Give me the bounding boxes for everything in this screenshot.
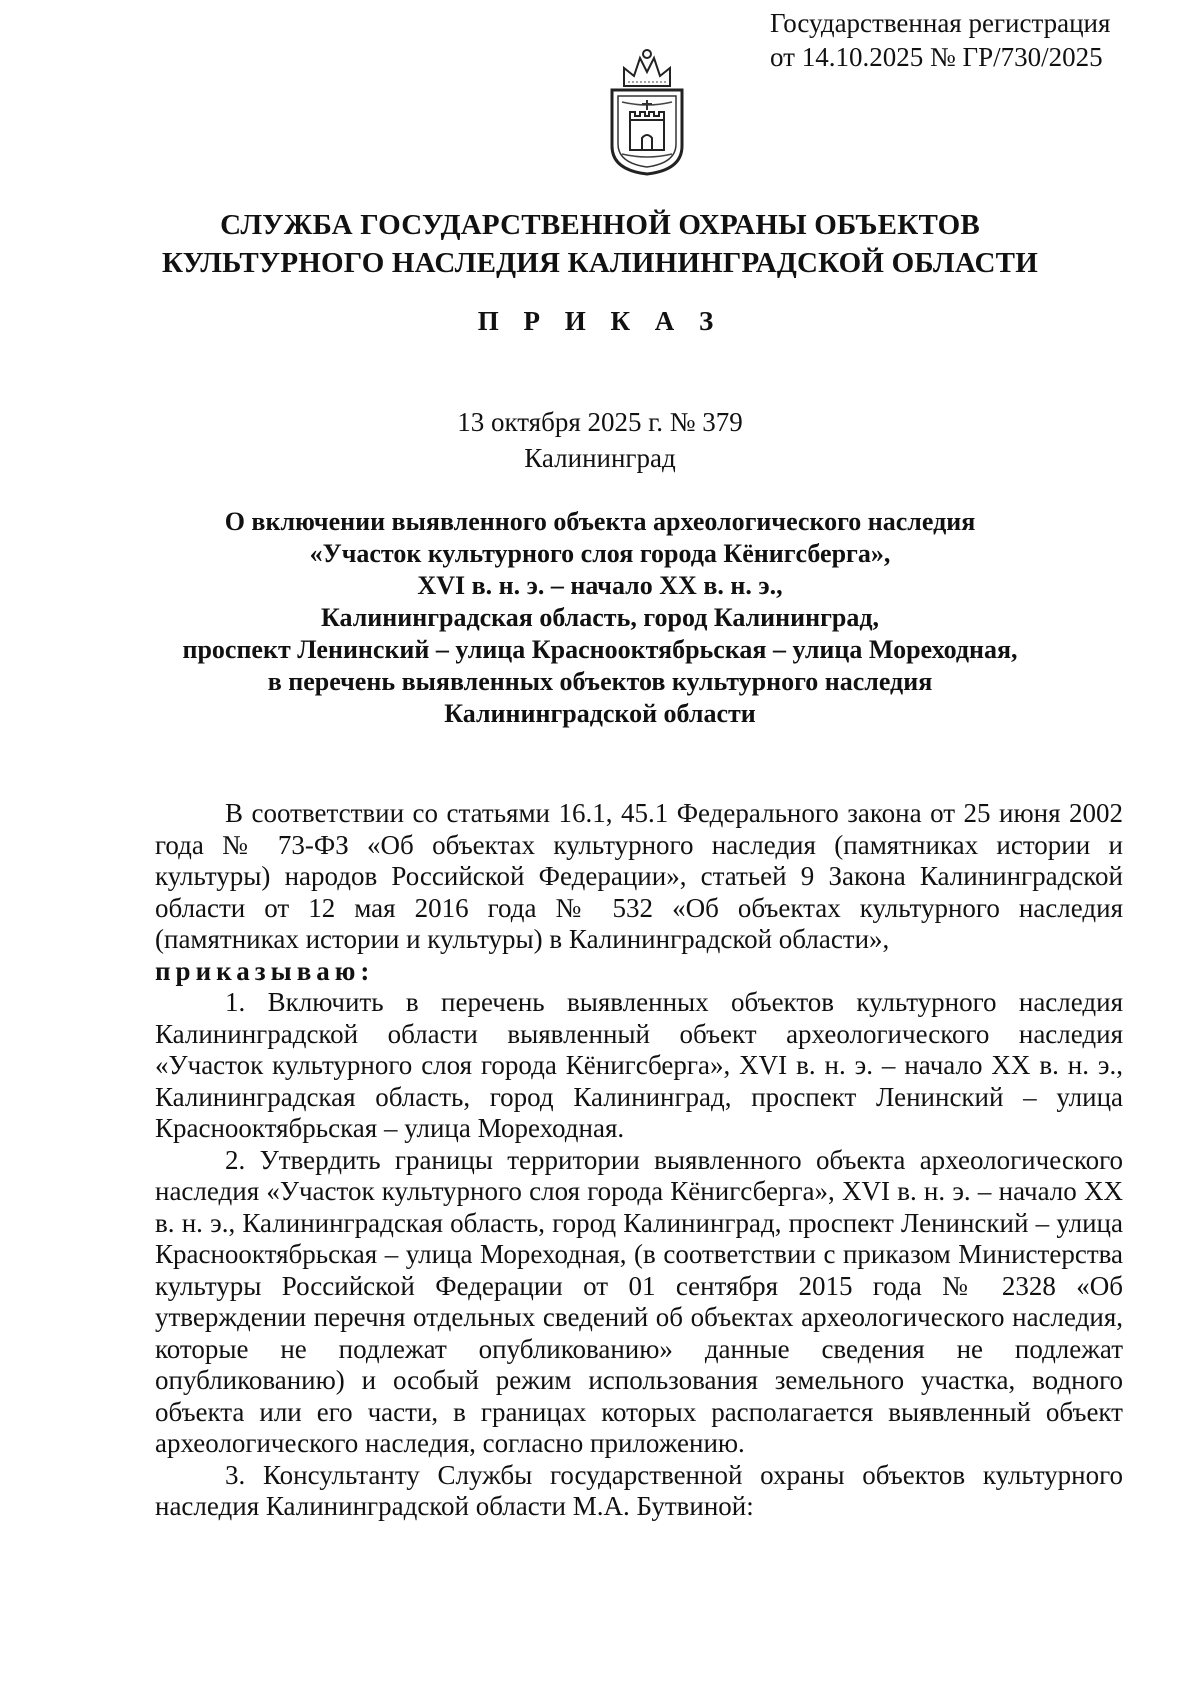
organization-title-line-2: КУЛЬТУРНОГО НАСЛЕДИЯ КАЛИНИНГРАДСКОЙ ОБЛАСТИ	[162, 247, 1038, 279]
organization-title-line-1: СЛУЖБА ГОСУДАРСТВЕННОЙ ОХРАНЫ ОБЪЕКТОВ	[220, 209, 980, 241]
subject-line: Калининградской области	[444, 699, 756, 728]
registration-line-2: от 14.10.2025 № ГР/730/2025	[770, 42, 1103, 72]
order-item-1: 1. Включить в перечень выявленных объектов культурного наследия Калининградской области выявленный объект археологического наследия «Участок культурного слоя города Кёнигсберга», XVI в. н. э. – начало XX в. н. э., Калининградская область, город Калининград, проспект Ленинский – улица Краснооктябрьская – улица Мореходная.	[155, 987, 1123, 1143]
preamble-text: В соответствии со статьями 16.1, 45.1 Федерального закона от 25 июня 2002 года № 73-ФЗ «Об объектах культурного наследия (памятниках истории и культуры) народов Российской Федерации», статьей 9 Закона Калининградской области от 12 мая 2016 года № 532 «Об объектах культурного наследия (памятниках истории и культуры) в Калининградской области»,	[155, 798, 1123, 954]
kaliningrad-coat-of-arms-icon	[606, 46, 688, 176]
subject-line: «Участок культурного слоя города Кёнигсберга»,	[309, 539, 891, 568]
order-item-2: 2. Утвердить границы территории выявленного объекта археологического наследия «Участок культурного слоя города Кёнигсберга», XVI в. н. э. – начало XX в. н. э., Калининградская область, город Калининград, проспект Ленинский – улица Краснооктябрьская – улица Мореходная, (в соответствии с приказом Министерства культуры Российской Федерации от 01 сентября 2015 года № 2328 «Об утверждении перечня отдельных сведений об объектах археологического наследия, которые не подлежат опубликованию» данные сведения не подлежат опубликованию) и особый режим использования земельного участка, водного объекта или его части, в границах которых располагается выявленный объект археологического наследия, согласно приложению.	[155, 1144, 1123, 1458]
subject-line: XVI в. н. э. – начало XX в. н. э.,	[417, 571, 783, 600]
subject-line: проспект Ленинский – улица Краснооктябрьская – улица Мореходная,	[182, 635, 1018, 664]
registration-stamp	[770, 6, 1190, 74]
subject-line: О включении выявленного объекта археологического наследия	[224, 507, 976, 536]
order-date-number: 13 октября 2025 г. № 379	[457, 407, 743, 437]
preamble-paragraph	[155, 798, 1123, 956]
order-item-3: 3. Консультанту Службы государственной охраны объектов культурного наследия Калининградской области М.А. Бутвиной:	[155, 1459, 1123, 1521]
order-city: Калининград	[524, 443, 676, 473]
document-type: П Р И К А З	[477, 306, 723, 336]
order-body	[155, 798, 1123, 1523]
order-subject	[150, 506, 1050, 730]
subject-line: Калининградская область, город Калининград,	[320, 603, 880, 632]
organization-title	[150, 206, 1050, 282]
subject-line: в перечень выявленных объектов культурного наследия	[267, 667, 933, 696]
registration-line-1: Государственная регистрация	[770, 8, 1111, 38]
order-word: приказываю:	[155, 955, 375, 986]
